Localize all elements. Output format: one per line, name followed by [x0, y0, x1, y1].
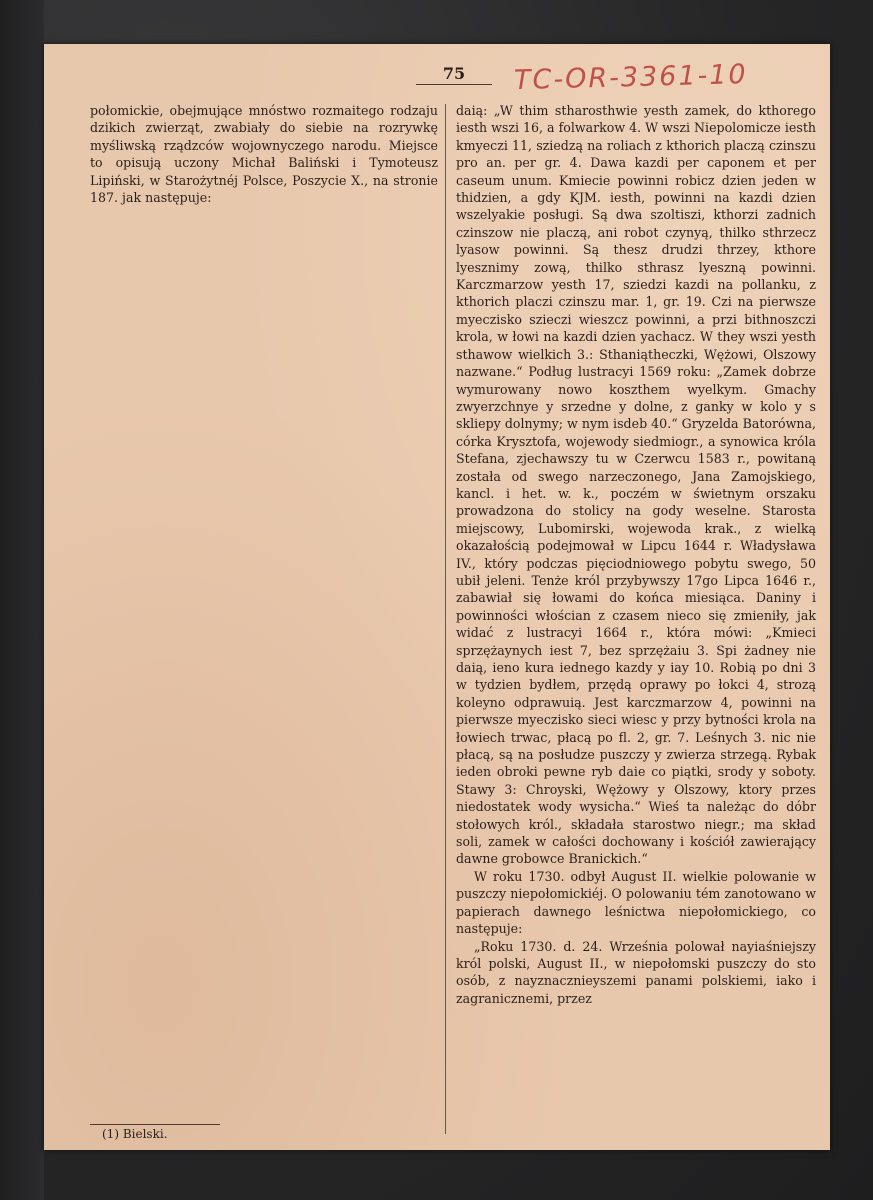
handwritten-reference: TC-OR-3361-10: [513, 59, 749, 97]
right-paragraph-2: W roku 1730. odbył August II. wielkie polowanie w puszczy niepołomickiéj. O polowaniu tém zanotowano w papierach dawnego leśnictwa niepołomickiego, co następuje:: [456, 868, 816, 937]
right-column: [456, 102, 816, 1007]
scan-left-edge: [0, 0, 44, 1200]
footnote: (1) Bielski.: [102, 1127, 168, 1141]
left-paragraph-1: połomickie, obejmujące mnóstwo rozmaitego rodzaju dzikich zwierząt, zwabiały do siebie na rozrywkę myśliwską rządzców wojownyczego narodu. Miejsce to opisują uczony Michał Baliński i Tymoteusz Lipiński, w Starożytnéj Polsce, Poszycie X., na stronie 187. jak następuje:: [90, 103, 438, 206]
header-rule: [416, 84, 492, 85]
column-divider: [445, 104, 446, 1134]
right-paragraph-3: „Roku 1730. d. 24. Września polował nayiaśniejszy król polski, August II., w niepołomski puszczy do sto osób, z nayznacznieyszemi panami polskiemi, iako i zagranicznemi, przez: [456, 938, 816, 1006]
left-column: [90, 102, 438, 206]
page-number: 75: [442, 64, 466, 83]
document-page: [44, 44, 830, 1150]
right-paragraph-1: daią: „W thim stharosthwie yesth zamek, do kthorego iesth wszi 16, a folwarkow 4. W wszi Niepolomicze iesth kmyeczi 11, sziedzą na roliach z kthorich placzą czinszu pro an. per gr. 4. Dawa kazdi per caponem et per caseum unum. Kmiecie powinni robicz dzien jeden w thidzien, a gdy KJM. iesth, powinni na kazdi dzien wszelyakie posługi. Są dwa szoltiszi, kthorzi zadnich czinszow nie placzą, ani robot czynyą, thilko sthrzecz lyasow powinni. Są thesz drudzi thrzey, kthore lyesznimy zową, thilko sthrasz lyeszną powinni. Karczmarzow yesth 17, sziedzi kazdi na pollanku, z kthorich placzi czinszu mar. 1, gr. 19. Czi na pierwsze myeczisko szieczi wieszcz powinni, a przi bithnoszczi krola, w łowi na kazdi dzien yachacz. W they wszi yesth sthawow wielkich 3.: Sthaniątheczki, Wężowi, Olszowy nazwane.“ Podług lustracyi 1569 roku: „Zamek dobrze wymurowany nowo koszthem wyelkym. Gmachy zwyerzchnye y srzedne y dolne, z ganky w kolo y s skliepy dolnymy; w nym isdeb 40.“ Gryzelda Batorówna, córka Krysztofa, wojewody siedmiogr., a synowica króla Stefana, zjechawszy tu w Czerwcu 1583 r., powitaną została od swego narzeczonego, Jana Zamojskiego, kancl. i het. w. k., poczém w świetnym orszaku prowadzona do stolicy na gody weselne. Starosta miejscowy, Lubomirski, wojewoda krak., z wielką okazałością podejmował w Lipcu 1644 r. Władysława IV., który podczas pięciodniowego pobytu swego, 50 ubił jeleni. Tenże król przybywszy 17go Lipca 1646 r., zabawiał się łowami do końca miesiąca. Daniny i powinności włościan z czasem nieco się zmieniły, jak widać z lustracyi 1664 r., która mówi: „Kmieci sprzężaynych iest 7, bez sprzężaiu 3. Spi żadney nie daią, ieno kura iednego kazdy y iay 10. Robią po dni 3 w tydzien bydłem, przędą oprawy po łokci 4, strozą koleyno odprawuią. Jest karczmarzow 4, powinni na pierwsze myeczisko sieci wiesc y przy bytności krola na łowiech trwac, płacą po fl. 2, gr. 7. Leśnych 3. nic nie płacą, są na posłudze puszczy y zwierza strzegą. Rybak ieden obroki pewne ryb daie co piątki, srody y soboty. Stawy 3: Chroyski, Wężowy y Olszowy, ktory przes niedostatek wody wysicha.“ Wieś ta należąc do dóbr stołowych król., składała starostwo niegr.; ma skład soli, zamek w całości dochowany i kościół zawierający dawne grobowce Branickich.“: [456, 103, 817, 867]
footnote-rule: [90, 1124, 220, 1125]
